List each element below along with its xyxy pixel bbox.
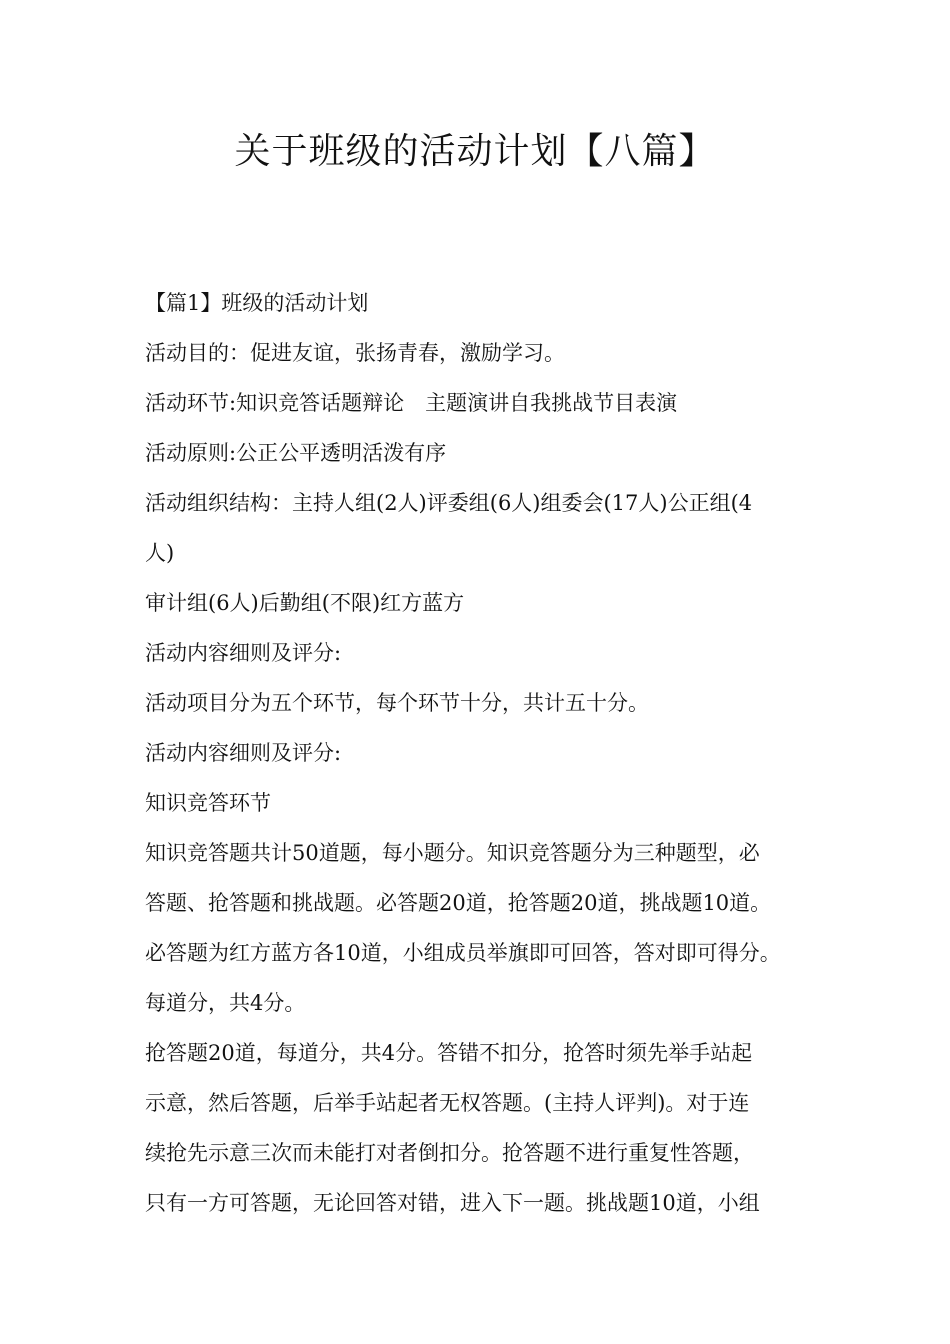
body-line: 审计组(6人)后勤组(不限)红方蓝方	[145, 591, 465, 615]
body-line: 续抢先示意三次而未能打对者倒扣分。抢答题不进行重复性答题，	[145, 1141, 754, 1165]
body-line: 知识竞答环节	[145, 791, 271, 815]
body-line: 活动项目分为五个环节，每个环节十分，共计五十分。	[145, 691, 649, 715]
body-line: 活动目的：促进友谊，张扬青春，激励学习。	[145, 341, 565, 365]
body-line: 活动环节:知识竞答话题辩论 主题演讲自我挑战节目表演	[145, 391, 678, 415]
document-body	[145, 278, 825, 1228]
body-line: 人)	[145, 541, 175, 565]
body-line: 活动内容细则及评分:	[145, 641, 342, 665]
document-title: 关于班级的活动计划【八篇】	[234, 131, 716, 172]
body-line: 每道分，共4分。	[145, 991, 306, 1015]
body-line: 活动内容细则及评分:	[145, 741, 342, 765]
body-line: 答题、抢答题和挑战题。必答题20道，抢答题20道，挑战题10道。	[145, 891, 772, 915]
body-line: 示意，然后答题，后举手站起者无权答题。(主持人评判)。对于连	[145, 1091, 750, 1115]
body-line: 抢答题20道，每道分，共4分。答错不扣分，抢答时须先举手站起	[145, 1041, 753, 1065]
body-line: 活动原则:公正公平透明活泼有序	[145, 441, 447, 465]
body-line: 知识竞答题共计50道题，每小题分。知识竞答题分为三种题型，必	[145, 841, 760, 865]
body-line: 必答题为红方蓝方各10道，小组成员举旗即可回答，答对即可得分。	[145, 941, 781, 965]
body-line: 只有一方可答题，无论回答对错，进入下一题。挑战题10道，小组	[145, 1191, 760, 1215]
body-line: 【篇1】班级的活动计划	[145, 291, 369, 315]
body-line: 活动组织结构：主持人组(2人)评委组(6人)组委会(17人)公正组(4	[145, 491, 753, 515]
